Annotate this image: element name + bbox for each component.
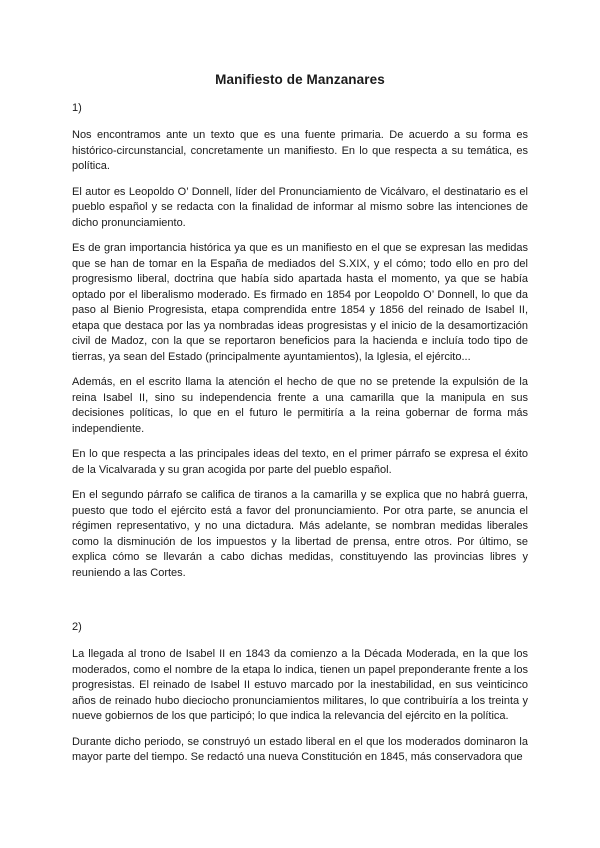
- document-title: Manifiesto de Manzanares: [215, 72, 385, 87]
- paragraph: Durante dicho periodo, se construyó un estado liberal en el que los moderados dominaron la mayor parte del tiempo. Se redactó una nueva Constitución en 1845, más conservadora que: [72, 735, 528, 763]
- section-1: [72, 102, 528, 581]
- paragraph: Nos encontramos ante un texto que es una fuente primaria. De acuerdo a su forma es histórico-circunstancial, concretamente un manifiesto. En lo que respecta a su temática, es política.: [72, 129, 528, 172]
- paragraph: Además, en el escrito llama la atención el hecho de que no se pretende la expulsión de la reina Isabel II, sino su independencia frente a una camarilla que la manipula en sus decisiones políticas, lo que en el futuro le permitiría a la reina gobernar de forma más independiente.: [72, 376, 528, 435]
- section-number: 2): [72, 621, 82, 633]
- paragraph: El autor es Leopoldo O’ Donnell, líder del Pronunciamiento de Vicálvaro, el destinatario es el pueblo español y se redacta con la finalidad de informar al mismo sobre las intenciones de dicho pronunciamiento.: [72, 185, 528, 229]
- paragraph: En lo que respecta a las principales ideas del texto, en el primer párrafo se expresa el éxito de la Vicalvarada y su gran acogida por parte del pueblo español.: [72, 448, 528, 476]
- section-number: 1): [72, 102, 82, 114]
- section-2: [72, 621, 528, 766]
- paragraph: Es de gran importancia histórica ya que es un manifiesto en el que se expresan las medidas que se han de tomar en la España de mediados del S.XIX, y el cómo; todo ello en pro del progresismo liberal, doctrina que había sido apartada hasta el momento, ya que se había optado por el liberalismo moderado. Es firmado en 1854 por Leopoldo O’ Donnell, lo que da paso al Bienio Progresista, etapa comprendida entre 1854 y 1856 del reinado de Isabel II, etapa que destaca por las ya nombradas ideas progresistas y el inicio de la desamortización civil de Madoz, con la que se reportaron beneficios para la hacienda e incluía todo tipo de tierras, ya sean del Estado (principalmente ayuntamientos), la Iglesia, el ejército...: [72, 242, 528, 363]
- section-spacer: [72, 591, 528, 621]
- paragraph: La llegada al trono de Isabel II en 1843 da comienzo a la Década Moderada, en la que los moderados, como el nombre de la etapa lo indica, tienen un papel preponderante frente a los progresistas. El reinado de Isabel II estuvo marcado por la inestabilidad, en sus veinticinco años de reinado hubo dieciocho pronunciamientos militares, lo que contribuiría a los treinta y nueve gobiernos de los que participó; lo que indica la relevancia del ejército en la política.: [72, 648, 528, 722]
- paragraph: En el segundo párrafo se califica de tiranos a la camarilla y se explica que no habrá guerra, puesto que todo el ejército está a favor del pronunciamiento. Por otra parte, se anuncia el régimen representativo, y no una dictadura. Más adelante, se nombran medidas liberales como la disminución de los impuestos y la libertad de prensa, entre otros. Por último, se explica cómo se llevarán a cabo dichas medidas, constituyendo las provincias libres y reuniendo a las Cortes.: [72, 489, 528, 579]
